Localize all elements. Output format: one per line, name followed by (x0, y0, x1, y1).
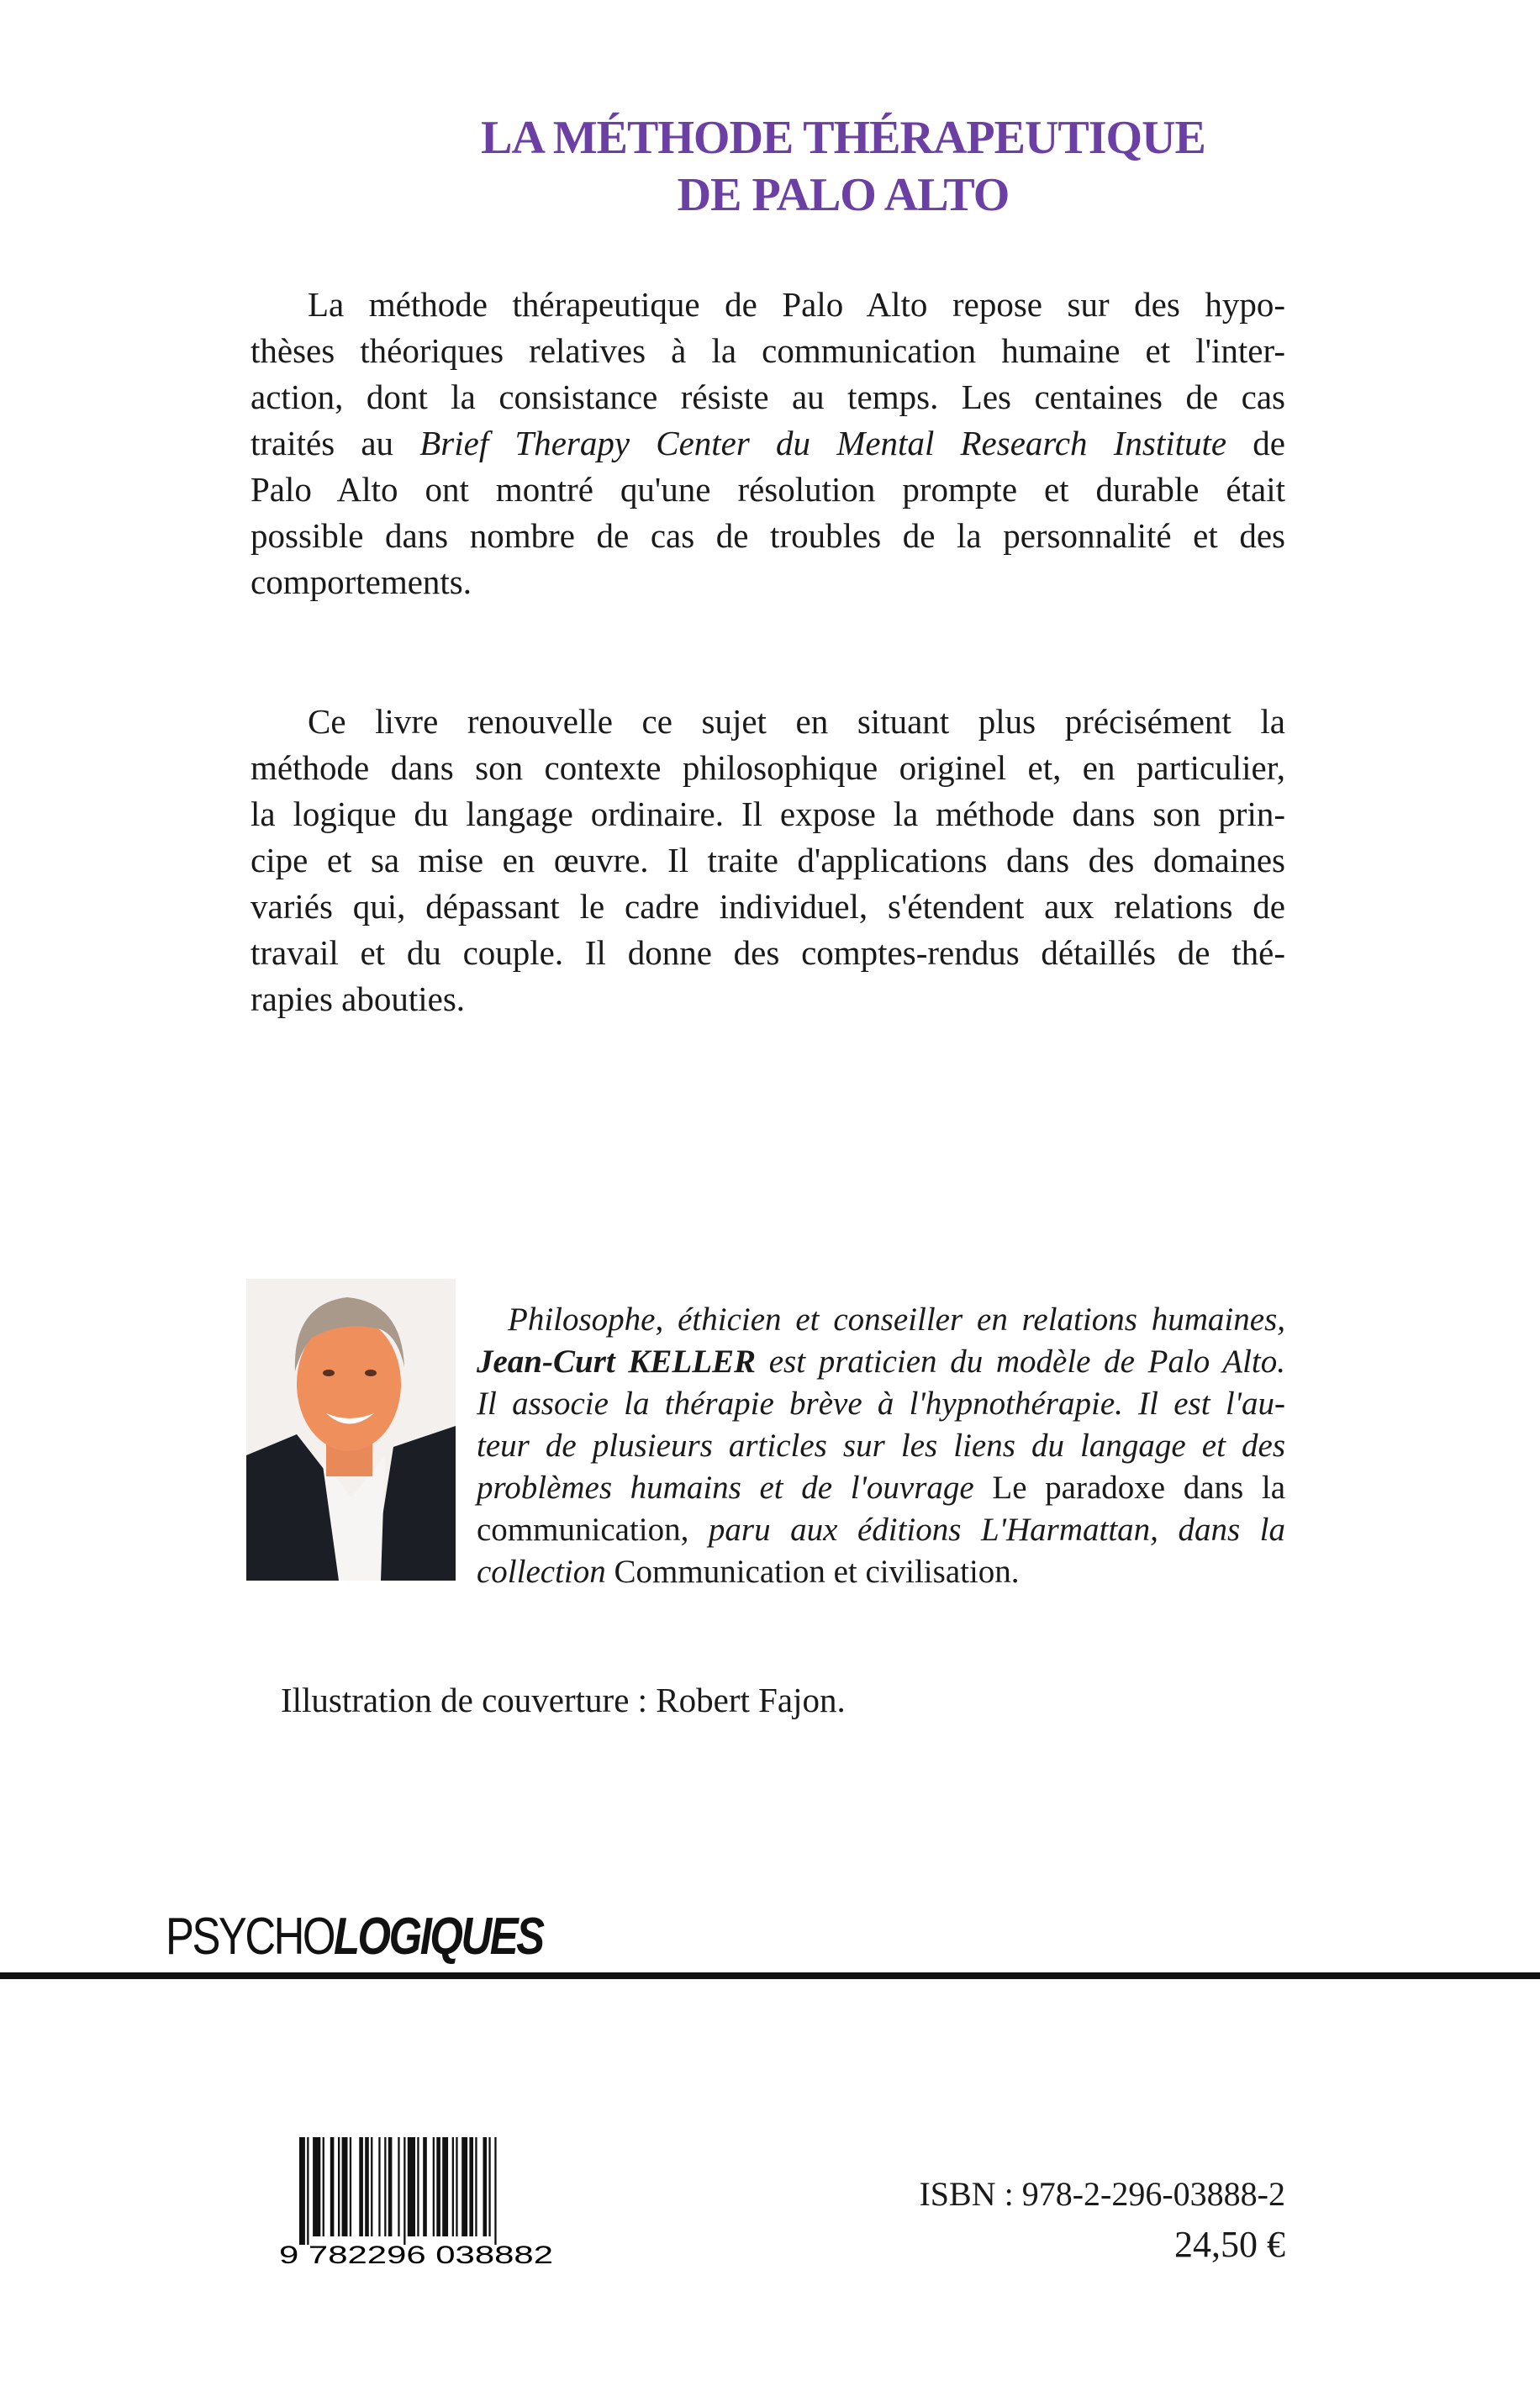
barcode-bar (403, 2137, 405, 2245)
barcode-bar (461, 2137, 467, 2236)
illustration-credit: Illustration de couverture : Robert Fajon. (281, 1681, 846, 1719)
barcode-bar (469, 2137, 473, 2236)
barcode-bar (408, 2137, 415, 2236)
text-segment: Jean-Curt KELLER (477, 1344, 757, 1380)
text-segment: travail et du couple. Il donne des comptes-rendus détaillés de thé- (251, 933, 1285, 972)
text-line (251, 426, 1285, 461)
text-line (477, 1555, 1020, 1588)
text-segment: possible dans nombre de cas de troubles de la personnalité et des (251, 516, 1285, 555)
barcode-bar (371, 2137, 372, 2236)
text-segment: est praticien du modèle de Palo Alto. (756, 1344, 1285, 1380)
barcode-bar (378, 2137, 380, 2236)
text-line (477, 1387, 1285, 1420)
barcode-bar (442, 2137, 448, 2236)
collection-logo-part1: PSYCHO (166, 1908, 334, 1966)
text-line (251, 887, 1285, 926)
barcode-bar (330, 2137, 335, 2236)
text-segment: Le paradoxe dans la (973, 1470, 1286, 1506)
text-segment: Communication et civilisation. (605, 1554, 1020, 1590)
barcode-bar (433, 2137, 435, 2236)
text-segment: cipe et sa mise en œuvre. Il traite d'applications dans des domaines (251, 841, 1285, 879)
text-segment: La méthode thérapeutique de Palo Alto repose sur des hypo- (308, 285, 1285, 324)
text-segment: paru aux éditions L'Harmattan, dans la (688, 1512, 1285, 1548)
barcode-bar (313, 2137, 320, 2236)
text-segment: Philosophe, éthicien et conseiller en relations humaines, (508, 1301, 1285, 1338)
barcode-bar (436, 2137, 440, 2236)
book-title-line-1: LA MÉTHODE THÉRAPEUTIQUE (481, 112, 1205, 164)
text-segment: action, dont la consistance résiste au temps. Les centaines de cas (251, 377, 1285, 416)
text-segment: traités au (251, 424, 420, 462)
text-segment: thèses théoriques relatives à la communication humaine et l'inter- (251, 331, 1285, 370)
barcode-bar (417, 2137, 419, 2236)
text-line (308, 285, 1285, 324)
collection-logo-part2: LOGIQUES (333, 1908, 543, 1966)
barcode-bar (456, 2137, 457, 2236)
text-segment: la logique du langage ordinaire. Il expose la méthode dans son prin- (251, 795, 1285, 833)
barcode-bar (398, 2137, 399, 2236)
barcode-bar (384, 2137, 386, 2236)
text-segment: Brief Therapy Center du Mental Research Institute (419, 424, 1227, 462)
barcode-bar (338, 2137, 340, 2236)
text-line (308, 702, 1285, 741)
barcode-bar (342, 2137, 348, 2236)
text-segment: Palo Alto ont montré qu'une résolution prompte et durable était (251, 470, 1285, 509)
barcode-bar (483, 2137, 488, 2236)
text-segment: Ce livre renouvelle ce sujet en situant plus précisément la (308, 702, 1285, 741)
text-line (251, 979, 466, 1018)
isbn-barcode (277, 2136, 555, 2270)
text-segment: de (1226, 424, 1285, 462)
barcode-bar (494, 2137, 496, 2245)
text-segment: comportements. (251, 562, 472, 601)
collection-logo (166, 1907, 543, 1967)
isbn-number: ISBN : 978-2-296-03888-2 (919, 2175, 1285, 2213)
text-line (251, 933, 1285, 972)
text-segment: collection (477, 1554, 606, 1590)
text-line (251, 516, 1285, 555)
text-line (251, 562, 472, 601)
barcode-bar (359, 2137, 363, 2236)
divider-rule (0, 1972, 1540, 1979)
text-line (477, 1471, 1285, 1504)
text-segment: problèmes humains et de l'ouvrage (477, 1470, 974, 1506)
text-segment: rapies abouties. (251, 979, 466, 1018)
book-title-line-2: DE PALO ALTO (677, 169, 1010, 221)
barcode-bar (452, 2137, 454, 2236)
barcode-bar (299, 2137, 305, 2245)
barcode-bar (488, 2137, 490, 2236)
barcode-bar (350, 2137, 351, 2236)
barcode-bar (323, 2137, 324, 2236)
text-segment: Il associe la thérapie brève à l'hypnothérapie. Il est l'au- (477, 1386, 1285, 1422)
text-line (251, 377, 1285, 416)
barcode-bar (365, 2137, 369, 2236)
text-line (477, 1429, 1285, 1462)
text-segment: teur de plusieurs articles sur les liens du langage et des (477, 1428, 1285, 1464)
author-photo (246, 1279, 456, 1581)
text-segment: communication, (477, 1512, 689, 1548)
text-line (251, 797, 1285, 832)
text-line (477, 1345, 1285, 1378)
barcode-bar (475, 2137, 477, 2236)
barcode-bar (423, 2137, 427, 2236)
text-segment: variés qui, dépassant le cadre individuel, s'étendent aux relations de (251, 887, 1285, 926)
price: 24,50 € (1174, 2224, 1285, 2265)
barcode-bar (388, 2137, 393, 2236)
text-line (251, 843, 1285, 878)
text-line (251, 748, 1285, 787)
text-line (508, 1303, 1285, 1336)
text-line (251, 470, 1285, 509)
barcode-digits: 9 782296 038882 (279, 2241, 553, 2269)
text-line (251, 331, 1285, 370)
text-line (477, 1513, 1285, 1546)
text-segment: méthode dans son contexte philosophique originel et, en particulier, (251, 748, 1285, 787)
barcode-bar (307, 2137, 309, 2245)
